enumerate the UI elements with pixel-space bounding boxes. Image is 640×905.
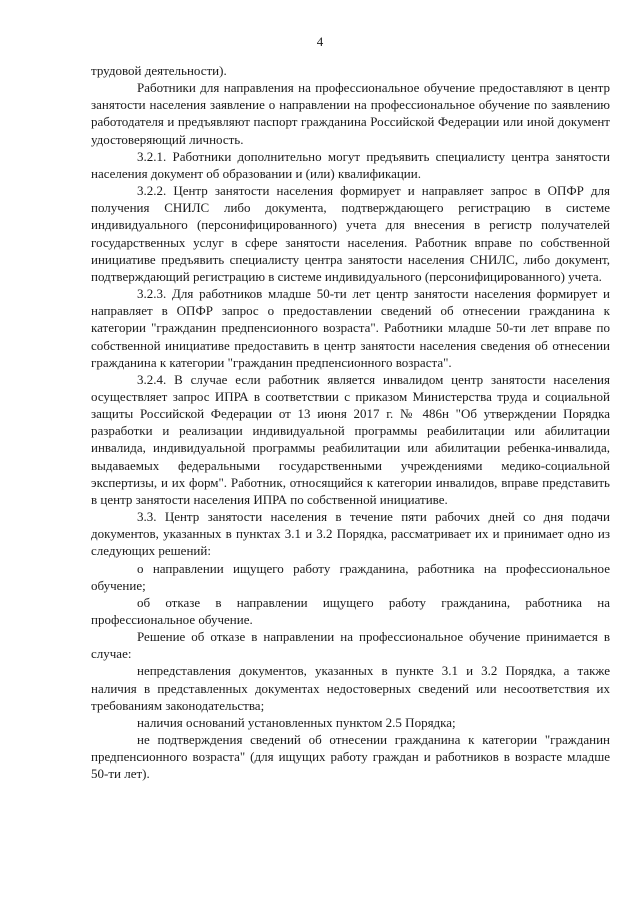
paragraph-workers-application: Работники для направления на профессиональное обучение предоставляют в центр занятости населения заявление о направлении на профессиональное обучение по заявлению работодателя и предъявляют паспорт гражданина Российской Федерации или иной документ удостоверяющий личность.	[91, 80, 610, 147]
paragraph-3-2-4: 3.2.4. В случае если работник является инвалидом центр занятости населения осуществляет запрос ИПРА в соответствии с приказом Министерства труда и социальной защиты Российской Федерации от 13 июня 2017 г. № 486н "Об утверждении Порядка разработки и реализации индивидуальной программы реабилитации или абилитации инвалида, индивидуальной программы реабилитации или абилитации ребенка-инвалида, выдаваемых федеральными государственными учреждениями медико-социальной экспертизы, и их форм". Работник, относящийся к категории инвалидов, вправе представить в центр занятости населения ИПРА по собственной инициативе.	[91, 371, 610, 507]
decision-option-refuse: об отказе в направлении ищущего работу гражданина, работника на профессиональное обучение.	[91, 594, 610, 627]
paragraph-3-3: 3.3. Центр занятости населения в течение пяти рабочих дней со дня подачи документов, указанных в пунктах 3.1 и 3.2 Порядка, рассматривает их и принимает одно из следующих решений:	[91, 509, 610, 559]
page-number: 4	[316, 34, 324, 49]
decision-option-approve: о направлении ищущего работу гражданина, работника на профессиональное обучение;	[91, 560, 610, 593]
paragraph-3-2-1: 3.2.1. Работники дополнительно могут предъявить специалисту центра занятости населения документ об образовании и (или) квалификации.	[91, 148, 610, 181]
refusal-ground-2-5: наличия оснований установленных пунктом 2.5 Порядка;	[137, 714, 456, 730]
document-body	[91, 62, 610, 783]
paragraph-3-2-3: 3.2.3. Для работников младше 50-ти лет центр занятости населения формирует и направляет в ОПФР запрос о предоставлении сведений об отнесении гражданина к категории "гражданин предпенсионного возраста". Работники младше 50-ти лет вправе по собственной инициативе предоставить в центр занятости населения сведения об отнесении гражданина к категории "гражданин предпенсионного возраста".	[91, 286, 610, 370]
paragraph-3-2-2: 3.2.2. Центр занятости населения формирует и направляет запрос в ОПФР для получения СНИЛС либо документа, подтверждающего регистрацию в системе индивидуального (персонифицированного) учета для внесения в регистр получателей государственных услуг в сфере занятости населения. Работник вправе по собственной инициативе предъявить специалисту центра занятости населения СНИЛС, либо документ, подтверждающий регистрацию в системе индивидуального (персонифицированного) учета.	[91, 183, 610, 284]
paragraph-refusal-grounds: Решение об отказе в направлении на профессиональное обучение принимается в случае:	[91, 629, 610, 662]
paragraph-continuation: трудовой деятельности).	[91, 63, 227, 78]
refusal-ground-documents: непредставления документов, указанных в пункте 3.1 и 3.2 Порядка, а также наличия в представленных документах недостоверных сведений или несоответствия их требованиям законодательства;	[91, 663, 610, 713]
refusal-ground-pre-retirement: не подтверждения сведений об отнесении гражданина к категории "гражданин предпенсионного возраста" (для ищущих работу граждан и работников в возрасте младше 50-ти лет).	[91, 732, 610, 782]
